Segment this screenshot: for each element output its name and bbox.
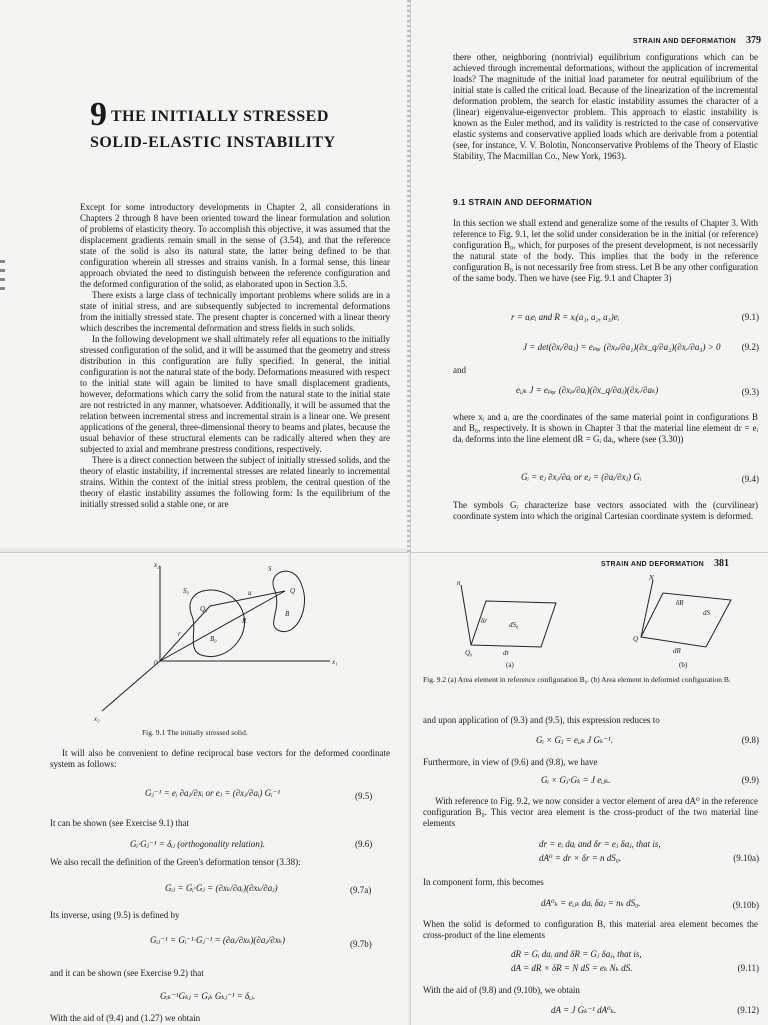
paragraph: In this section we shall extend and generalize some of the results of Chapter 3. With reference to Fig. 9.1, let the solid under consideration be in the initial (or reference) configuration B₀, which, for purposes of the present development, is not necessarily the natural state of the body. This implies that the body in the reference configuration B₀ is not necessarily free from stress. Let B be any other configuration of the same body. Then we have (see Fig. 9.1 and Chapter 3) [453, 218, 758, 283]
chapter-title-line2: SOLID-ELASTIC INSTABILITY [90, 134, 336, 151]
running-header [633, 30, 761, 48]
equation-9-10b: dA⁰ₖ = eᵢⱼₖ daᵢ δaⱼ = nₖ dS₀. [541, 898, 641, 908]
equation-9-11-line1: dR = Gᵢ daᵢ and δR = Gⱼ δaⱼ, that is, [511, 949, 642, 959]
paragraph: In component form, this becomes [423, 877, 544, 887]
chapter-number: 9 [90, 96, 107, 133]
fig-label: S₀ [183, 587, 189, 595]
fig-label: dR [673, 647, 681, 655]
page-380 [0, 552, 408, 1025]
equation-9-7a: Gᵢⱼ = Gᵢ·Gⱼ = (∂xₖ/∂aᵢ)(∂xₖ/∂aⱼ) [165, 883, 278, 893]
equation-last: Gᵢₖ⁻¹Gₖⱼ = Gᵢₖ Gₖⱼ⁻¹ = δᵢⱼ. [160, 991, 256, 1001]
running-header [601, 553, 729, 571]
base-vectors-text [453, 500, 758, 522]
fig-label: B [285, 610, 290, 618]
p380-intro [50, 748, 390, 770]
paragraph: and it can be shown (see Exercise 9.2) that [50, 968, 204, 978]
fig-label: dS [703, 609, 710, 617]
area-element-b [641, 593, 731, 647]
deformed-text [423, 919, 758, 941]
area-element-text [423, 796, 758, 829]
paragraph: It can be shown (see Exercise 9.1) that [50, 818, 189, 828]
equation-9-10a-line1: dr = eᵢ daᵢ and δr = eⱼ δaⱼ, that is, [539, 839, 661, 849]
fig-label: dr [503, 649, 510, 657]
fig-label: δR [676, 599, 684, 607]
paragraph: Except for some introductory developments in Chapter 2, all considerations in Chapters 2 through 8 have been oriented toward the linear formulation and solution of problems of elasticity theory. To accomplish this objective, it was assumed that the displacement gradients remain small in the sense of (3.54), and that the reference state of the solid is also its natural state, the latter being defined to be that configuration wherein all stresses and strains vanish. In a formal sense, this linear approach obviated the need to distinguish between the reference configuration and the deformed configuration of the solid, as elaborated upon in Section 3.5. [80, 202, 390, 289]
figure-caption: Fig. 9.2 (a) Area element in reference configuration B₀. (b) Area element in deformed configuration B. [423, 675, 731, 684]
chapter-heading [90, 98, 370, 152]
equation-number: (9.7b) [350, 939, 372, 949]
equation-9-12: dA = J Gₖ⁻¹ dA⁰ₖ. [551, 1005, 617, 1015]
paragraph: It will also be convenient to define reciprocal base vectors for the deformed coordinate system as follows: [50, 748, 390, 769]
running-header-title: STRAIN AND DEFORMATION [601, 561, 705, 568]
equation-9-3: eᵢⱼₖ J = eₚᵩᵣ (∂xₚ/∂aᵢ)(∂x_q/∂aⱼ)(∂xᵣ/∂aₖ) [516, 385, 659, 395]
equation-9-8: Gᵢ × Gⱼ = eᵢⱼₖ J Gₖ⁻¹. [536, 735, 614, 745]
equation-9-6: Gᵢ·Gⱼ⁻¹ = δᵢⱼ (orthogonality relation). [130, 839, 265, 849]
fig-label: Q [290, 587, 296, 595]
paragraph: where xᵢ and aᵢ are the coordinates of the same material point in configurations B and B₀, respectively. It is shown in Chapter 3 that the material line element dr = eᵢ daᵢ deforms into the line element dR = Gᵢ daᵢ, where (see (3.30)) [453, 412, 758, 444]
paragraph: When the solid is deformed to configuration B, this material area element becomes the cross-product of the line elements [423, 919, 758, 940]
equation-9-2: J = det(∂xᵢ/∂aⱼ) = eₚᵩᵣ (∂xₚ/∂a₁)(∂x_q/∂a₂)(∂xᵣ/∂a₃) > 0 [523, 342, 721, 352]
paragraph: With the aid of (9.8) and (9.10b), we obtain [423, 985, 580, 995]
body-b0-outline [190, 590, 245, 657]
paragraph: Its inverse, using (9.5) is defined by [50, 910, 180, 920]
fig-label: Q₀ [465, 649, 473, 657]
subfigure-label: (b) [679, 661, 688, 669]
equation-9-7b: Gᵢⱼ⁻¹ = Gᵢ⁻¹·Gⱼ⁻¹ = (∂aᵢ/∂xₖ)(∂aⱼ/∂xₖ) [150, 935, 285, 945]
equation-number: (9.2) [741, 342, 759, 352]
paragraph: There is a direct connection between the subject of initially stressed solids, and the theory of elastic instability, if incremental stresses are related linearly to incremental strains. Within the context of the initial stress problem, the central question of the theory of elastic instability assumes the following form: Is the equilibrium of the initially stressed solid a stable one, or are [80, 455, 390, 509]
equation-9-11-line2: dA = dR × δR = N dS = eₖ Nₖ dS. [511, 963, 633, 973]
paragraph: With reference to Fig. 9.2, we now consider a vector element of area dA⁰ in the reference configuration B₀. This vector area element is the cross-product of the two material line elements [423, 796, 758, 828]
binding-marks [0, 260, 6, 310]
fig-label: Q₀ [200, 605, 208, 613]
equation-number: (9.9) [741, 775, 759, 785]
coordinates-text [453, 412, 758, 445]
equation-number: (9.10a) [733, 853, 759, 863]
section-intro [453, 218, 758, 284]
figure-9-1 [80, 561, 380, 726]
fig-label: N [649, 575, 654, 582]
equation-number: (9.6) [355, 839, 373, 849]
paragraph: there other, neighboring (nontrivial) equilibrium configurations which can be achieved through incremental deformations, without the application of incremental loads? The magnitude of the initial load parameter for neutral equilibrium of the initial state is called the critical load. Because of the linearization of the incremental deformation problem, the search for elastic instability assumes the character of a (linear) eigenvalue-eigenvector problem. This approach to elastic instability is known as the Euler method, and its validity is restricted to the case of conservative elastic systems and conservative applied loads which are derivable from a potential (see, for instance, V. V. Bolotin, Nonconservative Problems of the Theory of Elastic Stability, The Macmillan Co., New York, 1963). [453, 52, 758, 161]
section-title: 9.1 STRAIN AND DEFORMATION [453, 197, 593, 207]
equation-number: (9.3) [741, 387, 759, 397]
chapter-body [80, 202, 390, 510]
continued-text [453, 52, 758, 162]
page-381 [410, 552, 768, 1025]
subfigure-label: (a) [506, 661, 514, 669]
position-vector-r [160, 606, 210, 661]
position-vector-R [160, 591, 285, 661]
body-b-outline [273, 571, 305, 631]
equation-number: (9.5) [355, 791, 373, 801]
paragraph: In the following development we shall ultimately refer all equations to the initially stressed configuration of the solid, and it will be assumed that the geometry and stress distribution in this configuration are fully specified. In general, the initial configuration is not the natural state of the body. Deformations measured with respect to the initial state will again be limited to have small displacement gradients, however, deformations which carry the solid from the natural state to the initial state are not restricted in any manner, whatsoever. Additionally, it will be assumed that the relation between incremental stress and incremental strain is a linear one. We present applications of the general, three-dimensional theory to beams and plates, because the usual behavior of these structural elements can be radically altered when they are subjected to axial and membrane prestress conditions, respectively. [80, 334, 390, 454]
fig-label: B₀ [210, 635, 217, 643]
equation-number: (9.7a) [350, 885, 372, 895]
running-header-title: STRAIN AND DEFORMATION [632, 38, 736, 45]
figure-9-2 [451, 575, 751, 670]
page-379-right [410, 0, 768, 552]
equation-number: (9.4) [741, 474, 759, 484]
fig-label: S [268, 565, 272, 573]
equation-9-4: Gᵢ = eⱼ ∂xⱼ/∂aᵢ or eⱼ = (∂aᵢ/∂xⱼ) Gᵢ [521, 472, 642, 482]
normal-N [641, 580, 653, 637]
paragraph: The symbols Gᵢ characterize base vectors associated with the (curvilinear) coordinate system into which the original Cartesian coordinate system is deformed. [453, 500, 758, 521]
fig-label: δr [481, 617, 487, 625]
paragraph: and upon application of (9.3) and (9.5), this expression reduces to [423, 715, 660, 725]
equation-9-9: Gᵢ × Gⱼ·Gₖ = J eᵢⱼₖ. [541, 775, 611, 785]
equation-number: (9.10b) [732, 900, 759, 910]
fig-label: x₁ [332, 658, 338, 666]
equation-number: (9.12) [737, 1005, 759, 1015]
equation-number: (9.1) [741, 312, 759, 322]
figure-caption: Fig. 9.1 The initially stressed solid. [142, 728, 248, 737]
paragraph: With the aid of (9.4) and (1.27) we obtain [50, 1013, 201, 1023]
equation-9-1: r = aᵢeᵢ and R = xᵢ(a₁, a₂, a₃)eᵢ [511, 312, 620, 322]
fig-label: u [248, 589, 252, 597]
paragraph: There exists a large class of technically important problems where solids are in a state of initial stress, and are subsequently subjected to incremental deformations from the initially stressed state. The present chapter is concerned with a linear theory which describes the incremental deformation and stress fields in such solids. [80, 290, 390, 333]
fig-label: r [178, 630, 181, 638]
equation-number: (9.8) [741, 735, 759, 745]
page-379-left [0, 0, 408, 548]
paragraph: Furthermore, in view of (9.6) and (9.8), we have [423, 757, 598, 767]
fig-label: x₂ [154, 561, 160, 569]
equation-number: (9.11) [737, 963, 759, 973]
equation-9-5: Gⱼ⁻¹ = eᵢ ∂aⱼ/∂xᵢ or eⱼ = (∂xⱼ/∂aᵢ) Gᵢ⁻¹ [145, 788, 281, 798]
fig-label: R [242, 617, 247, 625]
x3-axis [102, 661, 160, 711]
fig-label: 0 [154, 659, 158, 667]
page-number: 381 [714, 558, 730, 569]
page-number: 379 [746, 35, 761, 46]
fig-label: x₃ [94, 715, 100, 723]
chapter-title-line1: THE INITIALLY STRESSED [111, 108, 329, 125]
fig-label: dS₀ [509, 621, 519, 629]
and-word: and [453, 365, 466, 375]
equation-9-10a-line2: dA⁰ = dr × δr = n dS₀. [539, 853, 622, 863]
paragraph: We also recall the definition of the Green's deformation tensor (3.38): [50, 857, 301, 867]
fig-label: Q [633, 635, 639, 643]
normal-n [461, 585, 471, 645]
fig-label: n [457, 579, 461, 587]
